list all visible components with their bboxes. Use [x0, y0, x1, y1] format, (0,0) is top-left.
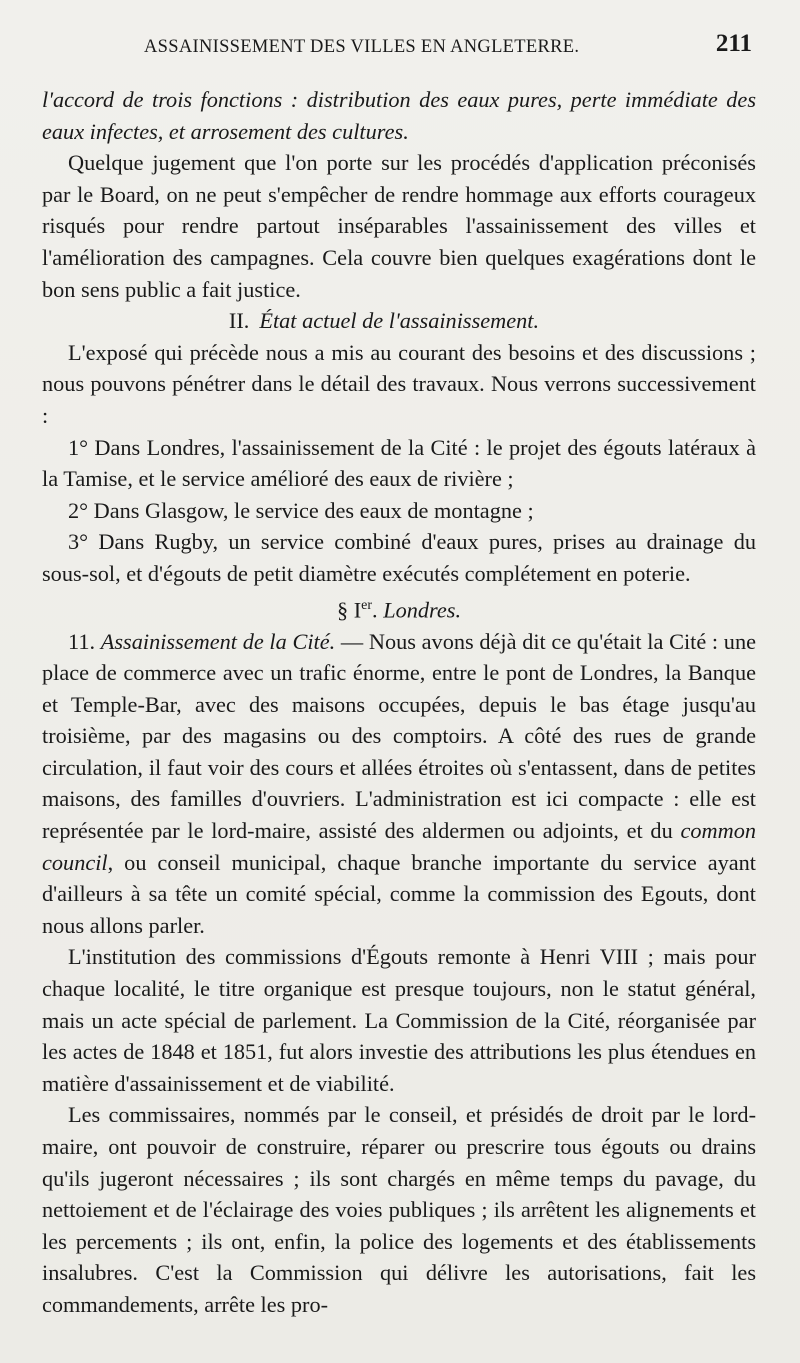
section-heading-title: État actuel de l'assainissement. — [259, 308, 540, 334]
commissioners-paragraph: Les commissaires, nommés par le conseil, et présidés de droit par le lord-maire, ont pouvoir de construire, réparer ou prescrire tous égouts ou drains qu'ils jugeront nécessaires ; ils sont chargés en même temps du pavage, du nettoiement et de l'éclairage des voies publiques ; ils arrêtent les alignements et les percements ; ils ont, enfin, la police des logements et des établissements insalubres. C'est la Commission qui délivre les autorisations, fait les commandements, arrête les pro- — [42, 1102, 756, 1317]
sub-heading: § Ier. Londres. — [336, 596, 462, 622]
section-heading — [42, 305, 756, 337]
page-number: 211 — [715, 30, 752, 57]
intro-paragraph: L'exposé qui précède nous a mis au courant des besoins et des discussions ; nous pouvons pénétrer dans le détail des travaux. Nous verrons successivement : — [42, 339, 756, 428]
sub-heading-superscript: er — [361, 597, 373, 613]
city-paragraph-text-1: — Nous avons déjà dit ce qu'était la Cité : une place de commerce avec un trafic énorme, entre le pont de Londres, la Banque et Temple-Bar, avec des maisons occupées, depuis le bas étage jusqu'au troisième, par des magasins ou des comptoirs. A côté des rues de grande circulation, il faut voir des cours et allées étroites où s'entassent, dans de petites maisons, des familles d'ouvriers. L'administration est ici compacte : elle est représentée par le lord-maire, assisté des aldermen ou adjoints, et du — [42, 628, 757, 844]
running-title: ASSAINISSEMENT DES VILLES EN ANGLETERRE. — [144, 37, 580, 57]
list-item-rugby: 3° Dans Rugby, un service combiné d'eaux pures, prises au drainage du sous-sol, et d'égouts de petit diamètre exécutés complétement en poterie. — [42, 529, 756, 586]
section-heading-number: II. — [228, 308, 250, 334]
body-text — [42, 84, 756, 1321]
running-head — [42, 30, 756, 70]
list-item-glasgow: 2° Dans Glasgow, le service des eaux de montagne ; — [68, 497, 534, 523]
city-paragraph-number: 11. — [68, 628, 96, 654]
common-council-term: common council — [42, 818, 756, 875]
section-symbol: § — [336, 596, 349, 622]
institution-paragraph: L'institution des commissions d'Égouts remonte à Henri VIII ; mais pour chaque localité, le titre organique est presque toujours, non le statut général, mais un acte spécial de parlement. La Commission de la Cité, réorganisée par les actes de 1848 et 1851, fut alors investie des attributions les plus étendues en matière d'assainissement et de viabilité. — [42, 944, 756, 1096]
city-paragraph-text-2: , ou conseil municipal, chaque branche importante du service ayant d'ailleurs à sa tête un comité spécial, comme la commission des Egouts, dont nous allons parler. — [42, 849, 756, 938]
sub-heading-title: Londres. — [383, 596, 462, 622]
judgment-paragraph: Quelque jugement que l'on porte sur les procédés d'application préconisés par le Board, on ne peut s'empêcher de rendre hommage aux efforts courageux risqués pour rendre partout inséparables l'assainissement des villes et l'amélioration des campagnes. Cela couvre bien quelques exagérations dont le bon sens public a fait justice. — [42, 150, 756, 302]
list-item-london: 1° Dans Londres, l'assainissement de la Cité : le projet des égouts latéraux à la Tamise, et le service amélioré des eaux de rivière ; — [42, 434, 756, 492]
city-paragraph-title: Assainissement de la Cité. — [100, 628, 336, 654]
city-paragraph — [42, 626, 756, 942]
sub-heading-number: I — [353, 596, 362, 622]
opening-paragraph: l'accord de trois fonctions : distribution des eaux pures, perte immédiate des eaux infectes, et arrosement des cultures. — [42, 87, 756, 144]
